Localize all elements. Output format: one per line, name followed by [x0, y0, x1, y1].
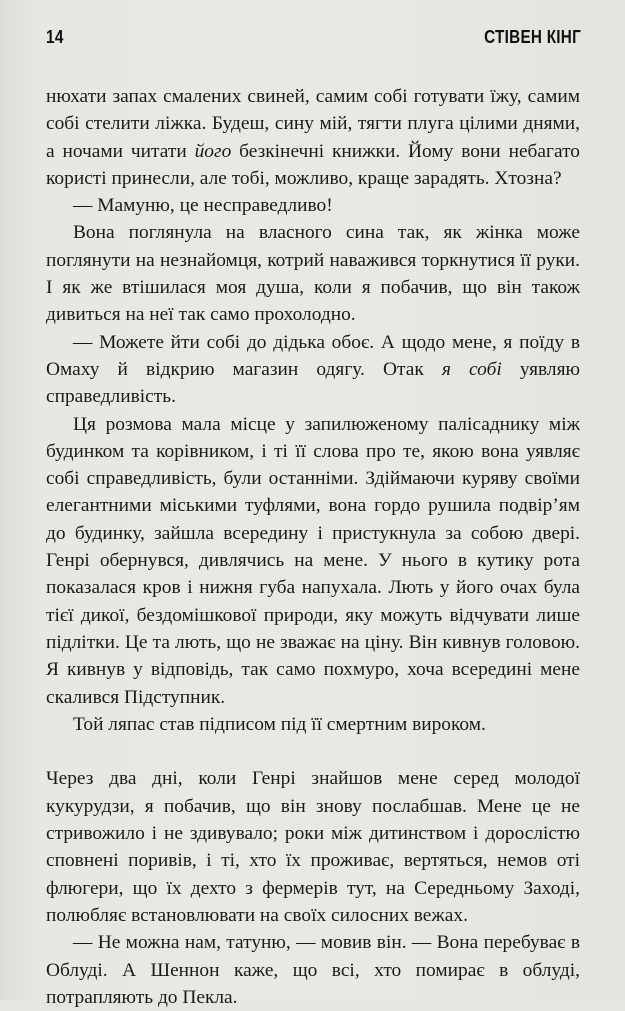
emphasis: його	[194, 140, 232, 162]
emphasis: я собі	[441, 358, 502, 380]
paragraph: Вона поглянула на власного сина так, як жінка може поглянути на незнайомця, котрий наважився торкнутися її руки. І як же втішилася моя душа, коли я побачив, що він також дивиться на неї так само прохолодно.	[46, 222, 580, 326]
paragraph: Той ляпас став підписом під її смертним вироком.	[73, 713, 486, 735]
paragraph: — Мамуню, це несправедливо!	[73, 195, 333, 217]
paragraph: — Не можна нам, татуню, — мовив він. — Вона перебуває в Облуді. А Шеннон каже, що всі, хто помирає в облуді, потрапляють до Пекла.	[46, 932, 580, 1008]
running-header-author: СТІВЕН КІНГ	[484, 27, 581, 47]
body-text	[46, 83, 580, 1011]
paragraph: Ця розмова мала місце у запилюженому палісаднику між будинком та корівником, і ті її слова про те, якою вона уявляє собі справедливість, були останніми. Здіймаючи куряву своїми елегантними міськими туфлями, вона гордо рушила подвір’ям до будинку, зайшла всередину і пристукнула за собою двері. Генрі обернувся, дивлячись на мене. У нього в кутику рота показалася кров і нижня губа напухала. Лють у його очах була тієї дикої, бездомішкової природи, яку можуть відчувати лише підлітки. Це та лють, що не зважає на ціну. Він кивнув головою. Я кивнув у відповідь, так само похмуро, хоча всередині мене скалився Підступник.	[46, 413, 580, 708]
page-number: 14	[46, 27, 64, 47]
paragraph-section-start: Через два дні, коли Генрі знайшов мене серед молодої кукурудзи, я побачив, що він знову послабшав. Мене це не стривожило і не здивувало; роки між дитинством і дорослістю сповнені поривів, і ті, хто їх проживає, вертяться, немов оті флюгери, що їх дехто з фермерів тут, на Середньому Заході, полюбляє встановлювати на своїх силосних вежах.	[46, 768, 580, 926]
paragraph: нюхати запах смалених свиней, самим собі готувати їжу, самим собі стелити ліжка. Будеш, сину мій, тягти плуга цілими днями, а ночами читати його безкінечні книжки. Йому вони небагато користі принесли, але тобі, можливо, краще зарадять. Хтозна?	[46, 86, 580, 189]
paragraph: — Можете йти собі до дідька обоє. А щодо мене, я поїду в Омаху й відкрию магазин одягу. Отак я собі уявляю справедливість.	[46, 331, 580, 408]
